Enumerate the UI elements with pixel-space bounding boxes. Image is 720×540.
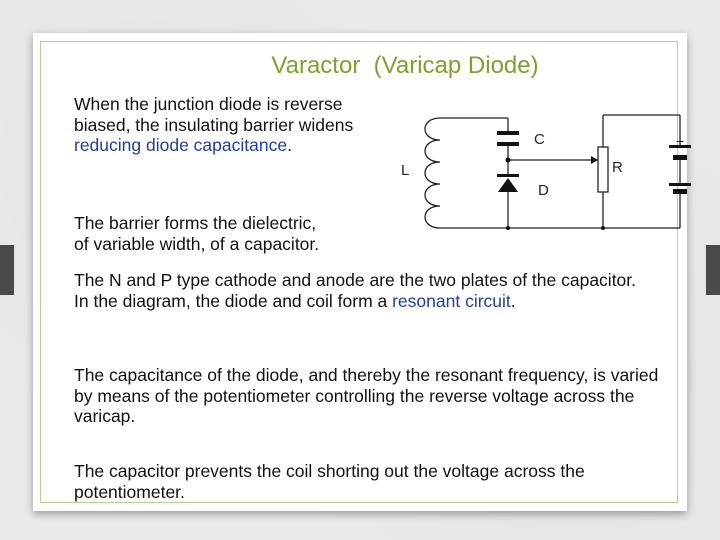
paragraph-line: The barrier forms the dielectric, bbox=[74, 213, 317, 233]
battery-plate-short bbox=[673, 189, 687, 194]
battery-plate-short bbox=[673, 155, 687, 160]
capacitor-plate-top bbox=[497, 131, 519, 135]
label-plus: + bbox=[676, 133, 685, 149]
junction-dot bbox=[506, 158, 511, 163]
highlight-reducing-capacitance: reducing diode capacitance bbox=[74, 135, 288, 155]
paragraph-line: The N and P type cathode and anode are the two plates of the capacitor. bbox=[74, 270, 637, 290]
paragraph-text-end: . bbox=[510, 290, 516, 311]
label-r: R bbox=[612, 159, 623, 176]
junction-dot bbox=[506, 226, 510, 230]
diode-triangle bbox=[498, 178, 518, 192]
paragraph-text-end: . bbox=[287, 135, 292, 155]
paragraph-text: In the diagram, the diode and coil form a bbox=[74, 290, 393, 311]
paragraph-resonant-frequency: The capacitance of the diode, and thereby the resonant frequency, is varied by means of the potentiometer controlling the reverse voltage across the varicap. bbox=[74, 365, 659, 426]
paragraph-text: When the junction diode is reverse biased, the insulating barrier widens bbox=[74, 94, 354, 135]
junction-dot bbox=[601, 226, 605, 230]
highlight-resonant-circuit: resonant circuit bbox=[392, 290, 511, 311]
label-c: C bbox=[534, 131, 545, 148]
potentiometer-wiper-arrow bbox=[591, 156, 598, 164]
inductor-coil bbox=[425, 118, 440, 228]
paragraph-line: of variable width, of a capacitor. bbox=[74, 233, 320, 254]
battery-plate-long bbox=[669, 183, 691, 186]
slide-title: Varactor (Varicap Diode) bbox=[271, 52, 539, 79]
label-l: L bbox=[401, 162, 410, 179]
diode-bar bbox=[497, 174, 519, 177]
capacitor-plate-bottom bbox=[497, 142, 519, 146]
potentiometer-body bbox=[598, 147, 608, 192]
paragraph-capacitor-shorting: The capacitor prevents the coil shorting out the voltage across the potentiometer. bbox=[74, 461, 585, 502]
label-d: D bbox=[538, 182, 549, 199]
